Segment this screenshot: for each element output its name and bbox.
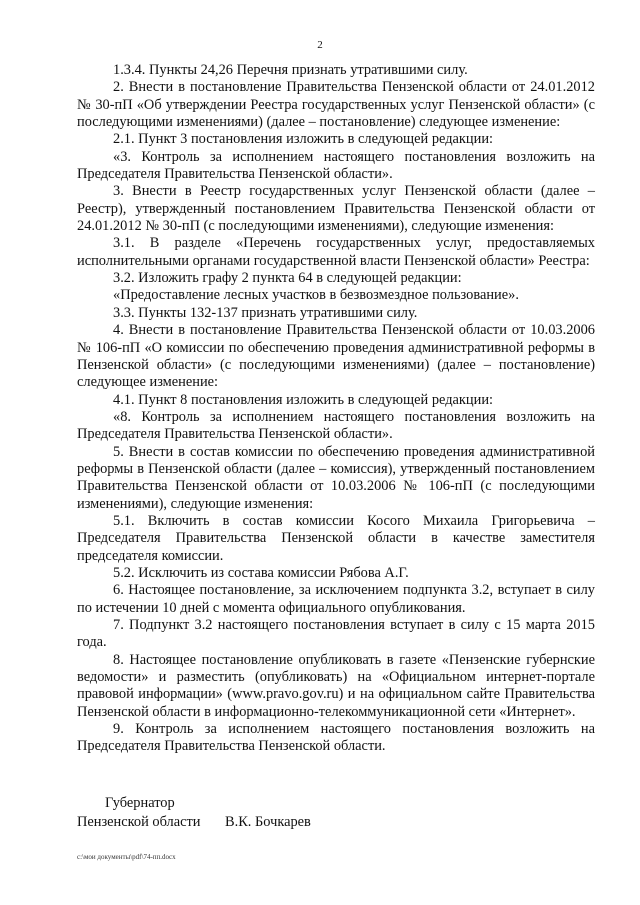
paragraph-9: 9. Контроль за исполнением настоящего постановления возложить на Председателя Правительства Пензенской области. bbox=[77, 721, 595, 755]
paragraph-3-2-quote: «Предоставление лесных участков в безвозмездное пользование». bbox=[113, 287, 519, 304]
page-number: 2 bbox=[317, 39, 323, 51]
paragraph-2: 2. Внести в постановление Правительства Пензенской области от 24.01.2012 № 30-пП «Об утверждении Реестра государственных услуг Пензенской области» (с последующими изменениями) (далее – постановление) следующее изменение: bbox=[77, 79, 595, 131]
signature-block bbox=[77, 794, 477, 832]
signatory-organization: Пензенской области bbox=[77, 814, 201, 830]
paragraph-4: 4. Внести в постановление Правительства Пензенской области от 10.03.2006 № 106-пП «О комиссии по обеспечению проведения административной реформы в Пензенской области» (с последующими изменениями) (далее – постановление) следующее изменение: bbox=[77, 322, 595, 391]
paragraph-3-2: 3.2. Изложить графу 2 пункта 64 в следующей редакции: bbox=[113, 270, 462, 287]
signatory-name: В.К. Бочкарев bbox=[225, 814, 311, 830]
paragraph-2-1: 2.1. Пункт 3 постановления изложить в следующей редакции: bbox=[113, 131, 494, 148]
signatory-row bbox=[77, 813, 477, 832]
paragraph-7: 7. Подпункт 3.2 настоящего постановления вступает в силу с 15 марта 2015 года. bbox=[77, 617, 595, 651]
paragraph-2-1-quote: «3. Контроль за исполнением настоящего постановления возложить на Председателя Правительства Пензенской области». bbox=[77, 148, 595, 183]
paragraph-6: 6. Настоящее постановление, за исключением подпункта 3.2, вступает в силу по истечении 10 дней с момента официального опубликования. bbox=[77, 582, 595, 616]
paragraph-5-2: 5.2. Исключить из состава комиссии Рябова А.Г. bbox=[113, 564, 409, 581]
signatory-title: Губернатор bbox=[105, 795, 175, 811]
footer-file-path: c:\мои документы\pdf\74-пп.docx bbox=[77, 853, 176, 861]
paragraph-5-1: 5.1. Включить в состав комиссии Косого Михаила Григорьевича – Председателя Правительства Пензенской области в качестве заместителя председателя комиссии. bbox=[77, 512, 595, 564]
paragraph-3: 3. Внести в Реестр государственных услуг Пензенской области (далее – Реестр), утвержденный постановлением Правительства Пензенской области от 24.01.2012 № 30-пП (с последующими изменениями), следующие изменения: bbox=[77, 183, 595, 235]
paragraph-4-1: 4.1. Пункт 8 постановления изложить в следующей редакции: bbox=[113, 391, 494, 408]
paragraph-1-3-4: 1.3.4. Пункты 24,26 Перечня признать утратившими силу. bbox=[113, 62, 468, 78]
paragraph-5: 5. Внести в состав комиссии по обеспечению проведения административной реформы в Пензенской области (далее – комиссия), утвержденный постановлением Правительства Пензенской области от 10.03.2006 № 106-пП (с последующими изменениями), следующие изменения: bbox=[77, 443, 595, 512]
paragraph-3-3: 3.3. Пункты 132-137 признать утратившими силу. bbox=[113, 304, 418, 321]
paragraph-8: 8. Настоящее постановление опубликовать в газете «Пензенские губернские ведомости» и разместить (опубликовать) на «Официальном интернет-портале правовой информации» (www.pravo.gov.ru) и на официальном сайте Правительства Пензенской области в информационно-телекоммуникационной сети «Интернет». bbox=[77, 651, 595, 720]
paragraph-4-1-quote: «8. Контроль за исполнением настоящего постановления возложить на Председателя Правительства Пензенской области». bbox=[77, 408, 595, 443]
document-body bbox=[77, 62, 595, 756]
paragraph-3-1: 3.1. В разделе «Перечень государственных услуг, предоставляемых исполнительными органами государственной власти Пензенской области» Реестра: bbox=[77, 235, 595, 269]
